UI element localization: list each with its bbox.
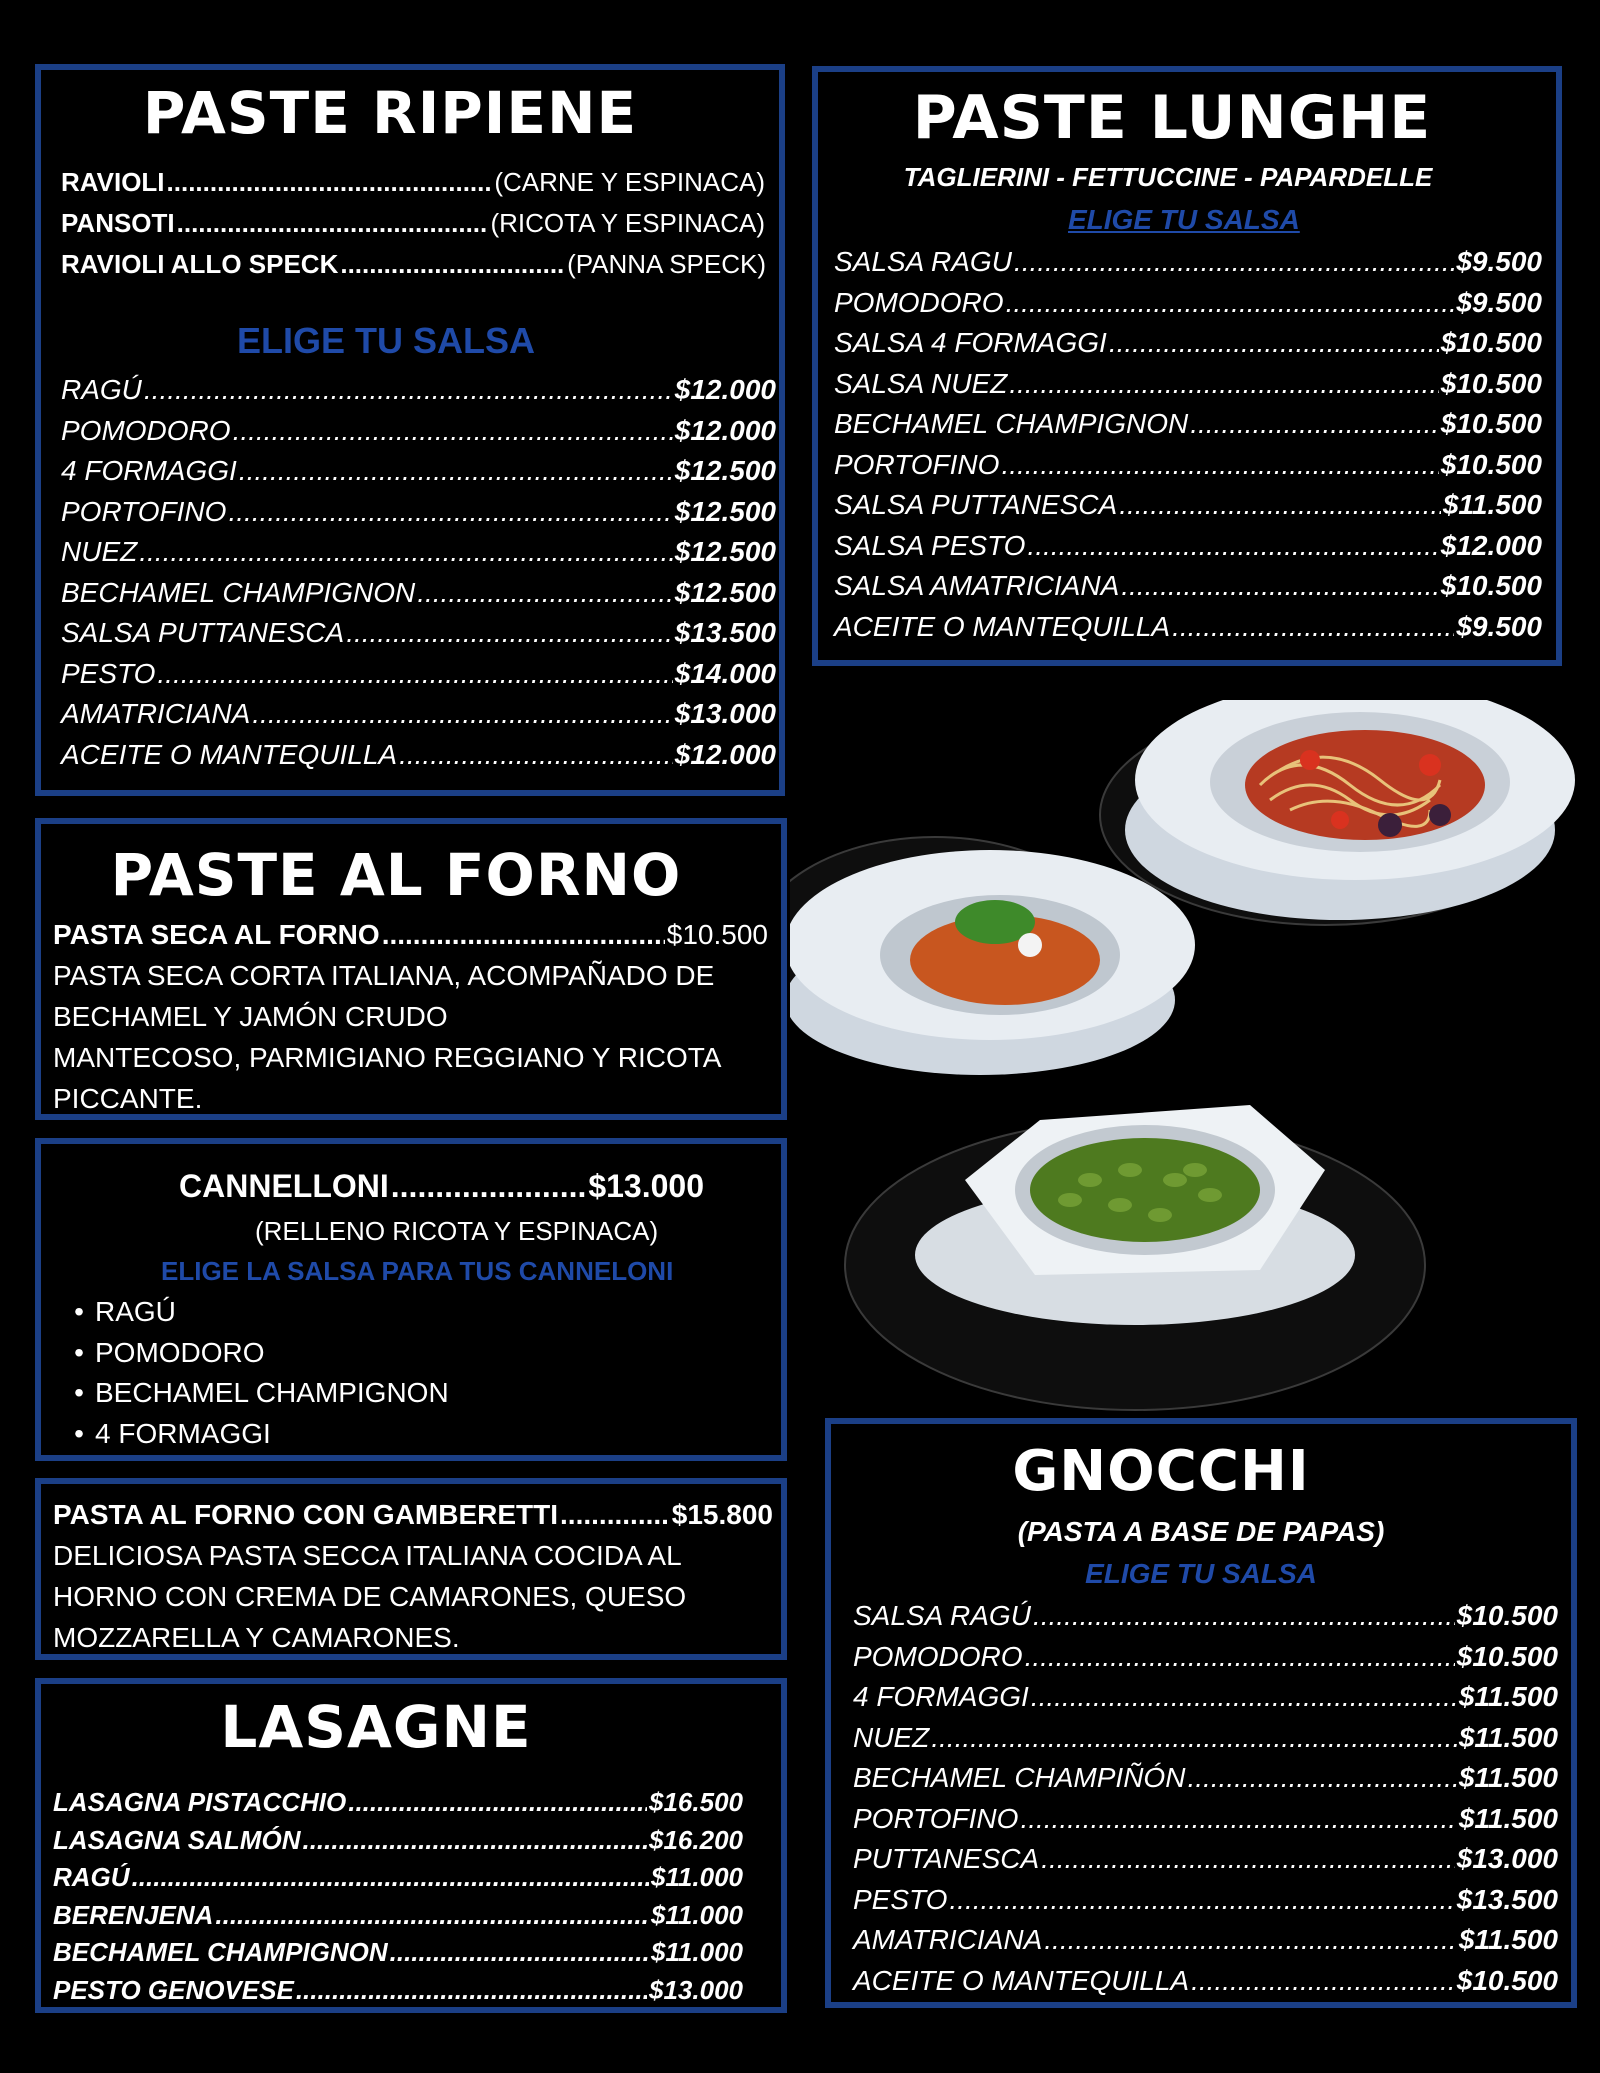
item-name: RAGÚ (61, 374, 142, 405)
dish-images (790, 700, 1600, 1420)
item-price: $11.500 (1458, 1762, 1558, 1793)
section-title: GNOCCHI (1012, 1439, 1310, 1504)
item-description: MANTECOSO, PARMIGIANO REGGIANO Y RICOTA (53, 1042, 722, 1073)
menu-row (53, 1784, 743, 1822)
item-price: $9.500 (1456, 246, 1542, 277)
item-description: PICCANTE. (53, 1083, 203, 1114)
item-price: $16.200 (649, 1824, 743, 1855)
item-price: $11.500 (1458, 1802, 1558, 1834)
menu-row (853, 1799, 1558, 1840)
menu-row (834, 485, 1542, 526)
menu-row (853, 1718, 1558, 1759)
menu-row (53, 1822, 743, 1860)
menu-row (853, 1677, 1558, 1718)
menu-row (53, 1972, 743, 2010)
item-name: SALSA PUTTANESCA (834, 489, 1118, 520)
item-price: $12.500 (674, 455, 776, 486)
menu-row (834, 566, 1542, 607)
menu-row (853, 1961, 1558, 2002)
menu-row (61, 735, 776, 776)
item-price: $11.000 (650, 1937, 743, 1967)
menu-row (853, 1880, 1558, 1921)
section-paste-al-forno (35, 818, 787, 1120)
menu-row (834, 526, 1542, 567)
item-name: SALSA AMATRICIANA (834, 570, 1120, 601)
list-item: • POMODORO (63, 1333, 449, 1374)
item-name: POMODORO (834, 286, 1004, 318)
item-price: $10.500 (1456, 1600, 1558, 1631)
menu-row (834, 323, 1542, 364)
item-name: BECHAMEL CHAMPIGNON (61, 576, 416, 608)
section-title: PASTE LUNGHE (912, 83, 1432, 153)
item-price: $13.500 (674, 617, 776, 648)
item-price: $10.500 (1440, 570, 1542, 601)
item-name: PESTO (61, 657, 156, 689)
sauce-list (61, 370, 776, 775)
item-price: $10.500 (1440, 367, 1542, 399)
item-name: PUTTANESCA (853, 1843, 1040, 1874)
item-price: $12.000 (674, 738, 776, 770)
item-price: $9.500 (1456, 286, 1542, 318)
item-name: AMATRICIANA (61, 698, 251, 729)
item-price: $12.000 (674, 374, 776, 405)
item-price: $10.500 (1456, 1640, 1558, 1672)
item-name: SALSA RAGU (834, 246, 1012, 277)
section-gnocchi (825, 1418, 1577, 2008)
menu-row (61, 451, 776, 492)
salsa-heading: ELIGE TU SALSA (1068, 204, 1300, 235)
item-name: SALSA PUTTANESCA (61, 617, 345, 648)
item-name: PORTOFINO (834, 448, 1000, 480)
item-price: $10.500 (1456, 1964, 1558, 1996)
section-paste-lunghe (812, 66, 1562, 666)
item-description: MOZZARELLA Y CAMARONES. (53, 1622, 460, 1653)
sauce-list (834, 242, 1542, 647)
item-name: POMODORO (853, 1640, 1023, 1672)
item-price: $11.000 (650, 1862, 743, 1892)
menu-row (853, 1758, 1558, 1799)
menu-row (61, 573, 776, 614)
item-price: $13.000 (674, 698, 776, 729)
salsa-heading: ELIGE TU SALSA (236, 320, 536, 361)
list-item: • BECHAMEL CHAMPIGNON (63, 1373, 449, 1414)
item-price: $11.500 (1458, 1721, 1558, 1753)
menu-row (853, 1596, 1558, 1637)
section-lasagne (35, 1678, 787, 2013)
section-title: PASTE AL FORNO (110, 841, 682, 909)
item-price: $10.500 (1440, 408, 1542, 439)
item-price: $11.500 (1458, 1681, 1558, 1712)
menu-item: PASTA SECA AL FORNO ..... $10.500 (53, 914, 768, 955)
menu-row (834, 283, 1542, 324)
item-description: HORNO CON CREMA DE CAMARONES, QUESO (53, 1581, 687, 1612)
item-detail: (RELLENO RICOTA Y ESPINACA) (255, 1216, 659, 1246)
section-subtitle: (PASTA A BASE DE PAPAS) (1017, 1516, 1385, 1547)
item-name: 4 FORMAGGI (853, 1681, 1029, 1712)
pasta-plates-image (790, 700, 1600, 1420)
item-name: PORTOFINO (853, 1802, 1019, 1834)
menu-item: PANSOTI ..... (RICOTA Y ESPINACA) (61, 203, 765, 244)
salsa-heading: ELIGE TU SALSA (1085, 1558, 1317, 1589)
item-name: ACEITE O MANTEQUILLA (834, 610, 1171, 642)
menu-row (834, 404, 1542, 445)
item-price: $9.500 (1456, 610, 1542, 642)
item-name: BECHAMEL CHAMPIGNON (53, 1937, 388, 1967)
menu-row (61, 370, 776, 411)
item-list (53, 1784, 743, 2009)
item-price: $14.000 (674, 657, 776, 689)
section-title: LASAGNE (220, 1693, 532, 1761)
menu-row (53, 1897, 743, 1935)
item-name: PORTOFINO (61, 495, 227, 527)
menu-row (853, 1637, 1558, 1678)
item-price: $12.000 (674, 414, 776, 446)
item-price: $12.500 (674, 536, 776, 567)
menu-row (834, 364, 1542, 405)
item-name: BECHAMEL CHAMPIÑÓN (853, 1762, 1186, 1793)
menu-row (61, 613, 776, 654)
section-title: PASTE RIPIENE (142, 79, 638, 147)
item-name: NUEZ (61, 536, 138, 567)
section-subtitle: TAGLIERINI - FETTUCCINE - PAPARDELLE (903, 162, 1433, 192)
item-name: SALSA PESTO (834, 529, 1026, 561)
item-name: SALSA NUEZ (834, 367, 1008, 399)
item-price: $13.000 (1456, 1843, 1558, 1874)
item-name: SALSA 4 FORMAGGI (834, 327, 1107, 358)
menu-item: RAVIOLI ALLO SPECK ..... (PANNA SPECK) (61, 244, 766, 285)
item-description: PASTA SECA CORTA ITALIANA, ACOMPAÑADO DE (53, 960, 715, 991)
section-cannelloni (35, 1138, 787, 1461)
item-price: $16.500 (649, 1787, 743, 1817)
menu-item: PASTA AL FORNO CON GAMBERETTI ..... $15.800 (53, 1494, 773, 1535)
list-item: • 4 FORMAGGI (63, 1414, 449, 1455)
item-description: BECHAMEL Y JAMÓN CRUDO (53, 1001, 448, 1032)
item-description: DELICIOSA PASTA SECCA ITALIANA COCIDA AL (53, 1540, 682, 1571)
menu-row (53, 1859, 743, 1897)
menu-row (53, 1934, 743, 1972)
item-price: $10.500 (1440, 327, 1542, 358)
section-paste-ripiene (35, 64, 785, 796)
item-name: SALSA RAGÚ (853, 1600, 1031, 1631)
item-name: PESTO GENOVESE (53, 1974, 294, 2005)
item-price: $13.500 (1456, 1883, 1558, 1915)
section-gamberetti (35, 1478, 787, 1660)
item-price: $13.000 (649, 1974, 743, 2005)
item-name: LASAGNA PISTACCHIO (53, 1787, 347, 1817)
item-name: RAGÚ (53, 1862, 130, 1892)
item-price: $12.500 (674, 576, 776, 608)
item-name: 4 FORMAGGI (61, 455, 237, 486)
menu-item: RAVIOLI ..... (CARNE Y ESPINACA) (61, 162, 765, 203)
menu-row (61, 654, 776, 695)
item-name: ACEITE O MANTEQUILLA (853, 1964, 1190, 1996)
item-name: LASAGNA SALMÓN (53, 1824, 301, 1855)
item-name: NUEZ (853, 1721, 930, 1753)
menu-row (834, 445, 1542, 486)
item-price: $12.000 (1440, 529, 1542, 561)
item-price: $11.500 (1458, 1924, 1558, 1955)
item-name: BERENJENA (53, 1899, 214, 1930)
item-name: AMATRICIANA (853, 1924, 1043, 1955)
menu-row (61, 492, 776, 533)
menu-row (61, 694, 776, 735)
item-name: ACEITE O MANTEQUILLA (61, 738, 398, 770)
menu-row (61, 532, 776, 573)
list-item: • RAGÚ (63, 1292, 449, 1333)
sauce-list (63, 1292, 449, 1454)
menu-row (853, 1839, 1558, 1880)
item-name: BECHAMEL CHAMPIGNON (834, 408, 1189, 439)
menu-item: CANNELLONI ..... $13.000 (179, 1168, 704, 1205)
item-price: $11.000 (650, 1899, 743, 1930)
menu-row (61, 411, 776, 452)
salsa-heading: ELIGE LA SALSA PARA TUS CANNELONI (161, 1256, 674, 1286)
sauce-list (853, 1596, 1558, 2001)
menu-row (834, 607, 1542, 648)
menu-row (834, 242, 1542, 283)
item-price: $11.500 (1442, 489, 1542, 520)
item-price: $12.500 (674, 495, 776, 527)
menu-row (853, 1920, 1558, 1961)
item-price: $10.500 (1440, 448, 1542, 480)
item-name: POMODORO (61, 414, 231, 446)
item-name: PESTO (853, 1883, 948, 1915)
